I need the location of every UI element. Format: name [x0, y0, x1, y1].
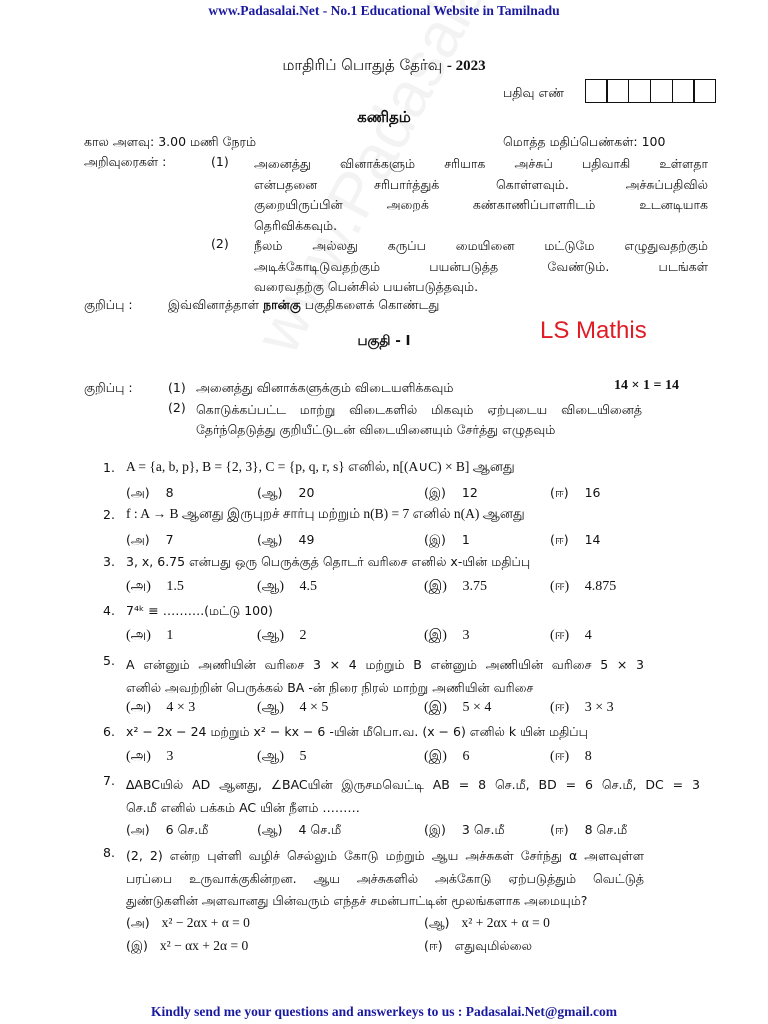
option-value: 4	[584, 628, 592, 643]
option-label: (ஈ)	[550, 700, 570, 715]
option-value: 14	[584, 532, 601, 547]
option-value: 4 செ.மீ	[298, 822, 342, 837]
option[interactable]	[424, 938, 532, 955]
option-value: 4.5	[299, 579, 318, 594]
option-value: 5 × 4	[462, 700, 492, 715]
option[interactable]	[550, 749, 592, 766]
option[interactable]	[424, 532, 470, 549]
option-value: 8	[584, 749, 592, 764]
part-note-label: குறிப்பு :	[84, 380, 133, 395]
question-line: (2, 2) என்ற புள்ளி வழிச் செல்லும் கோடு மற்றும் ஆய அச்சுகள் சேர்ந்து α அளவுள்ள	[126, 848, 644, 863]
option-value: 3	[166, 749, 174, 764]
note-text-a: இவ்வினாத்தாள்	[168, 297, 260, 312]
question-text: 3, x, 6.75 என்பது ஒரு பெருக்குத் தொடர் வரிசை எனில் x-யின் மதிப்பு	[126, 554, 531, 569]
part-note-2-line: தேர்ந்தெடுத்து குறியீட்டுடன் விடையினையும் சேர்த்து எழுதவும்	[196, 422, 556, 437]
question-text: x² − 2x − 24 மற்றும் x² − kx − 6 -யின் மீபொ.வ. (x − 6) எனில் k யின் மதிப்பு	[126, 724, 588, 739]
question-line: செ.மீ எனில் பக்கம் AC யின் நீளம் ………	[126, 800, 360, 815]
instruction-1-line: குறையிருப்பின் அறைக் கண்காணிப்பாளரிடம் உடனடியாக	[254, 197, 708, 212]
option-label: (இ)	[424, 532, 446, 547]
option-label: (ஈ)	[550, 822, 569, 837]
option[interactable]	[126, 938, 248, 955]
option-value: 4.875	[584, 579, 617, 594]
part-note-2-number: (2)	[168, 400, 186, 415]
option[interactable]	[550, 532, 600, 549]
note-text	[168, 297, 439, 314]
question-text: 7⁴ᵏ ≡ ……….(மட்டு 100)	[126, 603, 273, 618]
option-label: (ஆ)	[257, 579, 285, 594]
option-value: 3 செ.மீ	[461, 822, 505, 837]
instruction-1-line: தெரிவிக்கவும்.	[254, 217, 338, 233]
question-text	[126, 845, 644, 913]
question-text: A = {a, b, p}, B = {2, 3}, C = {p, q, r, s} எனில், n[(A∪C) × B] ஆனது	[126, 459, 515, 474]
option-label: (இ)	[424, 628, 447, 643]
option-label: (இ)	[424, 485, 446, 500]
option-label: (ஆ)	[257, 822, 283, 837]
option-value: 49	[298, 532, 315, 547]
register-digit-box[interactable]	[650, 79, 673, 103]
question-text: f : A → B ஆனது இருபுறச் சார்பு மற்றும் n(B) = 7 எனில் n(A) ஆனது	[126, 506, 525, 521]
option[interactable]	[257, 579, 317, 596]
subject-title: கணிதம்	[357, 108, 411, 126]
option-value: 3 × 3	[584, 700, 614, 715]
option-label: (அ)	[126, 749, 151, 764]
question-line: ∆ABCயில் AD ஆனது, ∠BACயின் இருசமவெட்டி AB = 8 செ.மீ, BD = 6 செ.மீ, DC = 3	[126, 777, 700, 792]
register-number-label: பதிவு எண்	[503, 85, 565, 100]
option-label: (அ)	[126, 485, 150, 500]
option-value: 16	[584, 485, 601, 500]
option-value: 4 × 5	[299, 700, 329, 715]
option-value: 2	[299, 628, 307, 643]
option-label: (அ)	[126, 628, 151, 643]
question-text	[126, 773, 700, 819]
instruction-1	[254, 154, 708, 236]
option[interactable]	[257, 628, 307, 645]
option-label: (ஆ)	[257, 485, 283, 500]
question-line: A என்னும் அணியின் வரிசை 3 × 4 மற்றும் B என்னும் அணியின் வரிசை 5 × 3	[126, 657, 644, 672]
register-digit-box[interactable]	[693, 79, 716, 103]
option-value: 6	[462, 749, 470, 764]
option[interactable]	[126, 822, 208, 839]
option[interactable]	[126, 485, 174, 502]
option[interactable]	[126, 749, 173, 766]
option-label: (இ)	[126, 938, 148, 953]
question-number: 7.	[103, 773, 115, 788]
option-label: (ஆ)	[257, 749, 285, 764]
option-label: (அ)	[126, 579, 151, 594]
note-text-b: நான்கு	[263, 297, 301, 312]
option[interactable]	[550, 628, 592, 645]
exam-year: - 2023	[446, 58, 486, 74]
instruction-1-line: என்பதனை சரிபார்த்துக் கொள்ளவும். அச்சுப்பதிவில்	[254, 176, 708, 192]
option-label: (ஈ)	[550, 749, 570, 764]
option-value: 12	[461, 485, 478, 500]
option-label: (இ)	[424, 579, 447, 594]
option-label: (அ)	[126, 822, 150, 837]
exam-title	[0, 56, 768, 76]
option-label: (ஆ)	[424, 915, 450, 930]
option-label: (அ)	[126, 915, 150, 930]
option-label: (ஈ)	[550, 485, 569, 500]
option-label: (ஈ)	[424, 938, 443, 953]
register-digit-box[interactable]	[628, 79, 651, 103]
option[interactable]	[257, 749, 307, 766]
option[interactable]	[424, 749, 469, 766]
option-value: 8	[165, 485, 174, 500]
register-digit-box[interactable]	[672, 79, 695, 103]
option-value: 6 செ.மீ	[165, 822, 209, 837]
option[interactable]	[550, 579, 616, 596]
part-note-1: அனைத்து வினாக்களுக்கும் விடையளிக்கவும்	[196, 380, 454, 395]
instructions-label: அறிவுரைகள் :	[84, 154, 167, 169]
option[interactable]	[424, 822, 505, 839]
option[interactable]	[550, 700, 614, 717]
option-value: x² − αx + 2α = 0	[159, 938, 249, 953]
option-value: எதுவுமில்லை	[454, 938, 533, 953]
option-label: (ஆ)	[257, 532, 283, 547]
part-note-2	[196, 400, 642, 440]
instruction-2-line: நீலம் அல்லது கருப்ப மையினை மட்டுமே எழுதுவதற்கும்	[254, 238, 708, 253]
header-site-link[interactable]: www.Padasalai.Net - No.1 Educational Website in Tamilnadu	[208, 3, 560, 18]
note-text-c: பகுதிகளைக் கொண்டது	[304, 297, 440, 312]
register-digit-box[interactable]	[585, 79, 608, 103]
option-value: 3.75	[462, 579, 487, 594]
part-title: பகுதி - I	[357, 333, 411, 349]
footer-contact[interactable]: Kindly send me your questions and answerkeys to us : Padasalai.Net@gmail.com	[150, 1004, 618, 1019]
option-value: x² + 2αx + α = 0	[461, 915, 550, 930]
part-score: 14 × 1 = 14	[614, 378, 679, 393]
option[interactable]	[126, 700, 195, 717]
option-value: 3	[462, 628, 470, 643]
register-digit-box[interactable]	[606, 79, 629, 103]
option-value: 5	[299, 749, 307, 764]
option[interactable]	[257, 700, 328, 717]
option-label: (ஈ)	[550, 628, 570, 643]
instruction-2-line: வரைவதற்கு பென்சில் பயன்படுத்தவும்.	[254, 279, 479, 294]
instruction-2-line: அடிக்கோடிடுவதற்கும் பயன்படுத்த வேண்டும். படங்கள்	[254, 258, 708, 274]
instruction-2-number: (2)	[211, 236, 229, 251]
question-text	[126, 653, 644, 699]
option[interactable]	[257, 485, 314, 502]
option-value: 8 செ.மீ	[584, 822, 628, 837]
register-number-boxes[interactable]	[586, 79, 716, 103]
total-marks: மொத்த மதிப்பெண்கள்: 100	[503, 134, 666, 149]
option-value: 1	[166, 628, 174, 643]
option-value: 1	[461, 532, 470, 547]
option-label: (ஆ)	[257, 700, 285, 715]
question-line: எனில் அவற்றின் பெருக்கல் BA -ன் நிரை நிரல் மாற்று அணியின் வரிசை	[126, 680, 534, 695]
option[interactable]	[257, 532, 314, 549]
question-number: 1.	[103, 460, 115, 475]
option-label: (ஈ)	[550, 579, 570, 594]
option[interactable]	[126, 579, 184, 596]
option-value: x² − 2αx + α = 0	[161, 915, 250, 930]
option-label: (ஈ)	[550, 532, 569, 547]
part-note-1-number: (1)	[168, 380, 186, 395]
option-value: 7	[165, 532, 174, 547]
option[interactable]	[424, 700, 491, 717]
option-label: (அ)	[126, 700, 151, 715]
note-label: குறிப்பு :	[84, 297, 133, 312]
exam-title-text: மாதிரிப் பொதுத் தேர்வு	[282, 56, 443, 74]
option[interactable]	[550, 485, 600, 502]
instruction-1-number: (1)	[211, 154, 229, 169]
option-value: 20	[298, 485, 315, 500]
option[interactable]	[126, 915, 250, 932]
brand-logo-text: LS Mathis	[540, 317, 647, 344]
option[interactable]	[424, 628, 469, 645]
option-label: (இ)	[424, 700, 447, 715]
time-duration: கால அளவு: 3.00 மணி நேரம்	[84, 134, 257, 149]
option-label: (இ)	[424, 749, 447, 764]
option-label: (ஆ)	[257, 628, 285, 643]
option[interactable]	[424, 485, 478, 502]
question-number: 4.	[103, 603, 115, 618]
instruction-2	[254, 236, 708, 298]
option-label: (இ)	[424, 822, 446, 837]
question-line: பரப்பை உருவாக்குகின்றன. ஆய அச்சுகளில் அக்கோடு ஏற்படுத்தும் வெட்டுத்	[126, 870, 644, 886]
question-line: துண்டுகளின் அளவானது பின்வரும் எந்தச் சமன்பாட்டின் மூலங்களாக அமையும்?	[126, 893, 588, 908]
option[interactable]	[424, 579, 487, 596]
instruction-1-line: அனைத்து வினாக்களும் சரியாக அச்சுப் பதிவாகி உள்ளதா	[254, 156, 708, 171]
option[interactable]	[126, 532, 174, 549]
option[interactable]	[550, 822, 627, 839]
part-note-2-line: கொடுக்கப்பட்ட மாற்று விடைகளில் மிகவும் ஏற்புடைய விடையினைத்	[196, 402, 642, 417]
option-value: 1.5	[166, 579, 184, 594]
question-number: 6.	[103, 724, 115, 739]
option[interactable]	[424, 915, 550, 932]
option[interactable]	[257, 822, 341, 839]
option-label: (அ)	[126, 532, 150, 547]
question-number: 2.	[103, 507, 115, 522]
question-number: 3.	[103, 554, 115, 569]
option-value: 4 × 3	[166, 700, 196, 715]
option[interactable]	[126, 628, 173, 645]
question-number: 8.	[103, 845, 115, 860]
question-number: 5.	[103, 653, 115, 668]
